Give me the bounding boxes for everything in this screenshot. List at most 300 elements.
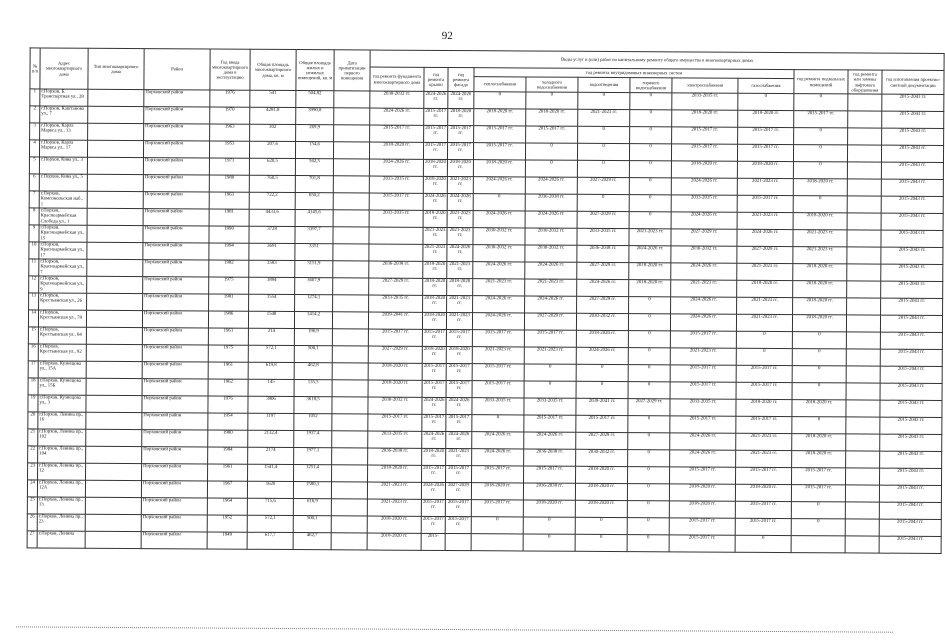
row-number: 10 [29,242,39,259]
row-roof-year: 2015-2017 гг. [421,499,445,516]
row-drainage-year: 2036-2038 гг. [577,245,629,262]
row-gas-year: 2018-2020 гг. [737,280,793,297]
row-area-living: 3618,5 [294,397,332,414]
row-privatization-date [333,193,369,210]
row-cold-water-year: 2033-2035 гг. [524,398,576,415]
row-number: 6 [29,174,39,191]
row-basement-year: 2018-2020 гг. [792,315,846,332]
row-hot-water-year: 0 [628,433,670,450]
row-heat-year: 2024-2026 гг. [473,296,525,313]
row-facade-year: 2024-2026 гг. [446,397,472,414]
row-year-built: 1980 [208,430,248,447]
row-drainage-year: 2018-2020 гг. [576,330,628,347]
header-year-built: Год ввода многоквартирного дома в эксплуатацию [210,49,250,90]
row-heat-year: 2015-2017 гг. [472,364,524,381]
row-roof-year: 2015-2017 гг. [422,380,446,397]
row-facade-year: 2027-2029 гг. [445,482,471,499]
row-drainage-year: 2024-2026 гг. [577,279,629,296]
header-basement: год ремонта подвальных помещений [794,70,848,94]
row-gas-year: 2018-2020 гг. [737,161,793,178]
row-basement-year: 0 [792,417,846,434]
row-docs-year: 2015-2043 гг. [881,145,943,162]
row-heat-year [471,534,523,551]
row-basement-year [791,536,845,553]
header-privatization-date: Дата приватизации первого помещения [334,50,370,91]
row-area-total: 1541,4 [248,464,294,481]
row-docs-year: 2015-2043 гг. [880,451,942,468]
row-hot-water-year: 0 [628,467,670,484]
row-type [87,242,143,259]
row-address: г.Порхов, Красноармейская ул., 17 [39,242,87,259]
row-number: 22 [28,446,38,463]
row-heat-year: 0 [472,415,524,432]
row-type [86,327,142,344]
row-foundation-year: 2021-2023 гг. [367,499,421,516]
row-heat-year: 2015-2017 гг. [473,143,525,160]
header-roof: год ремонта крыши [424,67,448,91]
row-gas-year: 2015-2017 гг. [736,382,792,399]
row-electricity-year: 2015-2017 гг. [670,416,736,433]
sub-super-header: год ремонта внутридомовых инженерных систем [474,68,794,79]
row-drainage-year: 0 [576,364,628,381]
super-header: Виды услуг и (или) работ по капитальному ремонту общего имущества в многоквартирных домах [370,50,944,71]
row-area-living: 650,2 [295,193,333,210]
row-facade-year: 2015-2017 гг. [448,125,474,142]
row-basement-year: 0 [793,162,847,179]
row-electricity-year: 2024-2026 гг. [671,178,737,195]
row-docs-year: 2015-2043 гг. [881,196,943,213]
row-hot-water-year: 0 [629,161,671,178]
row-electricity-year: 2018-2020 гг. [669,501,735,518]
row-heat-year: 2024-2026 гг. [472,449,524,466]
row-area-total: 1620 [247,481,293,498]
row-facade-year: 2021-2023 гг. [447,295,473,312]
header-district: Район [144,49,210,90]
row-number: 14 [28,310,38,327]
row-number: 21 [28,429,38,446]
row-roof-year: 2018-2020 гг. [423,295,447,312]
row-area-total: 1554 [249,294,295,311]
row-foundation-year: 2018-2020 гг. [368,363,422,380]
row-area-total: 541 [250,90,296,107]
row-docs-year: 2015-2043 гг. [881,230,943,247]
row-drainage-year: 2027-2029 гг. [576,432,628,449]
row-address: г.Порхов, Кузнецова ул., 15Б [38,378,86,395]
row-year-built: 1976 [210,90,250,107]
row-type [87,191,143,208]
row-address: г.Порхов, Комсомольская наб., 1 [39,191,87,208]
row-basement-year: 2018-2020 гг. [793,281,847,298]
row-heat-year: 0 [471,517,523,534]
row-lift-year [846,434,880,451]
row-facade-year: 2021-2023 гг. [447,210,473,227]
row-drainage-year: 2018-2020 гг. [575,500,627,517]
row-drainage-year: 0 [577,160,629,177]
row-address: г.Порхов, Карла Маркса ул., 17 [39,140,87,157]
row-basement-year: 2018-2020 гг. [793,298,847,315]
row-privatization-date [333,227,369,244]
row-electricity-year: 2033-2035 гг. [671,195,737,212]
row-roof-year: 2018-2020 гг. [423,261,447,278]
row-docs-year: 2015-2043 гг. [881,264,943,281]
row-area-total: 715,6 [247,498,293,515]
row-type [87,174,143,191]
row-roof-year: 2015-2017 гг. [424,108,448,125]
row-docs-year: 2015-2043 гг. [882,94,944,111]
row-heat-year: 2015-2017 гг. [474,126,526,143]
row-heat-year: 2030-2032 гг. [473,228,525,245]
row-roof-year: 2024-2026 гг. [424,91,448,108]
row-area-living: 1977,1 [294,448,332,465]
row-foundation-year: 2015-2017 гг. [369,193,423,210]
row-privatization-date [331,482,367,499]
row-gas-year: 2015-2017 гг. [735,501,791,518]
row-electricity-year: 2024-2026 гг. [670,314,736,331]
row-area-total: 572,1 [247,515,293,532]
row-privatization-date [332,329,368,346]
row-basement-year: 2021-2023 гг. [793,230,847,247]
row-basement-year: 2018-2020 гг. [793,213,847,230]
row-lift-year [847,213,881,230]
row-foundation-year: 2033-2035 гг. [369,176,423,193]
row-lift-year [845,485,879,502]
row-drainage-year: 0 [577,143,629,160]
row-heat-year: 0 [474,92,526,109]
row-privatization-date [331,533,367,550]
page-bottom-edge [16,626,893,632]
row-electricity-year: 2024-2026 гг. [671,212,737,229]
row-cold-water-year: 0 [525,160,577,177]
row-roof-year: 2015-2017 гг. [424,125,448,142]
row-district: Порховский район [143,294,209,311]
row-number: 13 [29,293,39,310]
row-number: 17 [28,361,38,378]
row-docs-year: 2015-2043 гг. [879,536,941,553]
row-cold-water-year: 2015-2017 гг. [526,126,578,143]
row-hot-water-year: 0 [630,93,672,110]
row-docs-year: 2015-2043 гг. [880,315,942,332]
row-privatization-date [332,380,368,397]
row-privatization-date [332,312,368,329]
row-area-total: 207,6 [249,141,295,158]
row-hot-water-year: 2018-2020 гг. [629,280,671,297]
row-heat-year: 2015-2017 гг. [472,381,524,398]
row-district: Порховский район [144,124,210,141]
row-basement-year: 0 [793,196,847,213]
row-privatization-date [332,448,368,465]
row-roof-year: 2015-2017 гг. [421,516,445,533]
row-type [86,412,142,429]
row-cold-water-year: 2024-2026 гг. [525,296,577,313]
row-privatization-date [332,431,368,448]
row-privatization-date [333,159,369,176]
row-lift-year [846,366,880,383]
row-year-built: 1984 [208,447,248,464]
row-district: Порховский район [142,379,208,396]
row-address: г.Порхов, Кузнецова ул., 15А [38,361,86,378]
row-heat-year: 2024-2026 гг. [473,211,525,228]
row-hot-water-year: 0 [627,484,669,501]
row-hot-water-year: 0 [627,501,669,518]
row-foundation-year: 2018-2020 гг. [367,533,421,550]
row-district: Порховский район [141,498,207,515]
row-type [86,395,142,412]
row-facade-year [445,533,471,550]
row-area-total: 1548 [248,311,294,328]
row-heat-year: 2018-2020 гг. [473,160,525,177]
header-area-total: Общая площадь многоквартирного дома, кв. м [250,49,296,90]
row-type [87,208,143,225]
row-area-living: 462,7 [293,533,331,550]
row-heat-year: 2015-2017 гг. [472,330,524,347]
row-address: г.Порхов, Ленина пр., 12А [37,480,85,497]
row-electricity-year: 2015-2017 гг. [672,127,738,144]
row-facade-year: 2021-2023 гг. [446,312,472,329]
row-docs-year: 2015-2043 гг. [882,128,944,145]
row-cold-water-year: 2024-2026 гг. [525,211,577,228]
row-cold-water-year: 0 [525,143,577,160]
row-area-total: 3906 [248,396,294,413]
row-address: г.Порхов, Ленина пр., 104 [38,446,86,463]
row-basement-year: 0 [793,145,847,162]
row-privatization-date [333,278,369,295]
row-electricity-year: 2033-2035 гг. [672,93,738,110]
row-district: Порховский район [141,515,207,532]
row-privatization-date [332,414,368,431]
row-address: г.Порхов, Ленина пр., 23 [37,514,85,531]
row-privatization-date [334,125,370,142]
row-facade-year: 2021-2023 гг. [447,261,473,278]
row-electricity-year: 2021-2023 гг. [670,348,736,365]
row-address: г.Порхов, Кива ул., 3 [39,157,87,174]
row-lift-year [845,519,879,536]
row-foundation-year: 2030-2032 гг. [370,91,424,108]
row-area-total: 619,8 [248,362,294,379]
row-basement-year: 2015-2017 гг. [794,111,848,128]
row-facade-year: 2015-2017 гг. [446,380,472,397]
row-docs-year: 2015-2043 гг. [880,332,942,349]
row-electricity-year: 2015-2017 гг. [670,331,736,348]
row-drainage-year: 2030-2032 гг. [576,313,628,330]
row-drainage-year: 2027-2029 гг. [577,211,629,228]
row-gas-year: 0 [738,93,794,110]
row-year-built: 1967 [207,481,247,498]
row-foundation-year [369,227,423,244]
row-year-built: 1954 [208,413,248,430]
row-number: 4 [29,140,39,157]
row-drainage-year: 2027-2029 гг. [577,296,629,313]
row-basement-year: 0 [794,128,848,145]
row-basement-year: 0 [791,502,845,519]
row-roof-year: 2015-2017 гг. [423,142,447,159]
row-cold-water-year: 2036-2038 гг. [524,449,576,466]
row-roof-year: 2015-2017 гг. [422,465,446,482]
row-facade-year: 2015-2017 гг. [446,363,472,380]
row-type [85,480,141,497]
row-docs-year: 2015-2043 гг. [882,111,944,128]
row-basement-year: 2015-2017 гг. [791,485,845,502]
row-privatization-date [333,176,369,193]
row-facade-year: 2015-2017 гг. [447,142,473,159]
row-privatization-date [333,244,369,261]
row-district: Порховский район [142,413,208,430]
row-address: г.Порхов, Ленина пр., 12 [38,463,86,480]
row-roof-year: 2015-2017 гг. [422,414,446,431]
row-address: г.Порхов, Б. Транспортная ул., 28 [40,89,88,106]
row-docs-year: 2015-2043 гг. [880,349,942,366]
header-electricity: электроснабжения [672,78,738,93]
row-address: г.Порхов, Крестьянская ул., 78 [38,310,86,327]
row-basement-year: 0 [792,383,846,400]
row-heat-year: 2033-2035 гг. [472,398,524,415]
row-docs-year: 2015-2043 гг. [880,434,942,451]
row-foundation-year: 2033-2035 гг. [369,210,423,227]
row-lift-year [848,111,882,128]
row-electricity-year: 2024-2026 гг. [671,297,737,314]
row-area-living: 1937,4 [294,431,332,448]
row-foundation-year: 2036-2038 гг. [368,448,422,465]
row-number: 24 [27,480,37,497]
row-cold-water-year: 2018-2020 гг. [523,500,575,517]
row-area-living: 3990,8 [296,108,334,125]
row-area-living: 1414,2 [294,312,332,329]
row-electricity-year: 2024-2026 гг. [670,433,736,450]
row-address: г.Порхов, Красноармейская ул., 7 [39,259,87,276]
row-address: г.Порхов, Ленина пр., 13 [37,497,85,514]
row-area-living: 616,9 [293,499,331,516]
row-type [87,225,143,242]
row-foundation-year: 2024-2026 гг. [370,108,424,125]
row-area-total: 2174 [248,447,294,464]
header-drainage: водоотведения [578,77,630,92]
row-type [88,89,144,106]
row-cold-water-year: 2024-2026 гг. [525,177,577,194]
row-privatization-date [334,108,370,125]
row-cold-water-year: 2015-2017 гг. [524,330,576,347]
row-drainage-year: 2021-2023 гг. [578,109,630,126]
row-number: 12 [29,276,39,293]
row-facade-year: 2015-2017 гг. [445,516,471,533]
row-foundation-year: 2018-2020 гг. [369,142,423,159]
row-area-living: 500,1 [293,516,331,533]
row-area-total: 3691 [249,243,295,260]
row-roof-year: 2018-2020 гг. [423,176,447,193]
row-electricity-year: 2033-2035 гг. [670,399,736,416]
row-foundation-year: 2021-2023 гг. [367,482,421,499]
row-year-built: 1994 [209,243,249,260]
row-type [85,531,141,548]
row-district: Порховский район [143,141,209,158]
row-electricity-year: 2015-2017 гг. [670,365,736,382]
row-foundation-year: 2015-2017 гг. [368,329,422,346]
header-gas: газоснабжения [738,78,794,93]
row-area-total: 302 [250,124,296,141]
row-basement-year: 2018-2020 гг. [792,451,846,468]
header-lift: год ремонта или замены лифтового оборудования [848,70,882,94]
row-area-total: 572,1 [248,345,294,362]
row-electricity-year: 2018-2020 гг. [669,484,735,501]
row-year-built: 1961 [208,328,248,345]
row-lift-year [847,298,881,315]
row-number: 11 [29,259,39,276]
row-cold-water-year: 2036-2038 гг. [525,194,577,211]
row-electricity-year: 2030-2032 гг. [671,246,737,263]
row-docs-year: 2015-2043 гг. [881,162,943,179]
row-basement-year: 0 [792,332,846,349]
row-address: г.Порхов, Ленина [37,531,85,548]
row-roof-year: 2018-2020 гг. [423,159,447,176]
row-facade-year: 2021-2023 гг. [446,448,472,465]
row-facade-year: 2024-2026 гг. [447,244,473,261]
row-number: 5 [29,157,39,174]
row-area-living: 4145,6 [295,210,333,227]
row-heat-year: 2018-2020 гг. [471,483,523,500]
row-heat-year: 2024-2026 гг. [473,177,525,194]
row-district: Порховский район [143,158,209,175]
row-number: 3 [30,123,40,140]
row-drainage-year: 0 [576,381,628,398]
row-year-built: 1976 [208,396,248,413]
row-cold-water-year: 2030-2032 гг. [525,245,577,262]
row-number: 2 [30,106,40,123]
row-address: г.Порхов, Кузнецова ул., 3 [38,395,86,412]
row-district: Порховский район [143,243,209,260]
row-cold-water-year: 2018-2020 гг. [526,109,578,126]
row-type [86,310,142,327]
row-district: Порховский район [142,362,208,379]
header-cold-water: холодного водоснабжения [526,77,578,92]
row-year-built: 1962 [208,379,248,396]
row-area-living: 462,8 [294,363,332,380]
row-gas-year: 2021-2023 гг. [737,297,793,314]
row-basement-year: 2021-2023 гг. [793,247,847,264]
row-privatization-date [333,295,369,312]
row-area-living: 3151,9 [295,261,333,278]
row-gas-year: 2021-2023 гг. [737,263,793,280]
row-facade-year: 2015-2017 гг. [446,465,472,482]
row-hot-water-year: 0 [628,416,670,433]
row-gas-year: 2015-2017 гг. [738,127,794,144]
row-facade-year: 2021-2023 гг. [447,176,473,193]
row-number: 16 [28,344,38,361]
row-electricity-year: 2018-2020 гг. [671,161,737,178]
row-address: г.Порхов, Кива ул., 5 [39,174,87,191]
row-hot-water-year: 2021-2023 гг. [629,229,671,246]
row-district: Порховский район [143,226,209,243]
row-hot-water-year: 0 [628,365,670,382]
row-area-total: 4281,8 [250,107,296,124]
row-privatization-date [331,499,367,516]
row-electricity-year: 2015-2017 гг. [671,144,737,161]
row-heat-year: 2015-2017 гг. [471,500,523,517]
row-foundation-year: 2036-2038 гг. [369,261,423,278]
row-year-built: 1981 [209,294,249,311]
row-cold-water-year: 0 [526,92,578,109]
row-heat-year: 2024-2026 гг. [473,262,525,279]
row-privatization-date [333,261,369,278]
row-roof-year: 2018-2020 гг. [423,278,447,295]
row-facade-year: 2018-2020 гг. [447,159,473,176]
row-drainage-year: 0 [578,92,630,109]
row-basement-year: 2018-2020 гг. [792,400,846,417]
row-heat-year: 2021-2023 гг. [472,347,524,364]
row-gas-year: 2015-2017 гг. [737,195,793,212]
row-area-living: 3607,9 [295,278,333,295]
row-area-living: 1580,3 [293,482,331,499]
row-address: г.Порхов, Красноармейская ул., 9 [39,276,87,293]
row-electricity-year: 2024-2026 гг. [670,450,736,467]
header-heat: теплоснабжения [474,77,526,92]
